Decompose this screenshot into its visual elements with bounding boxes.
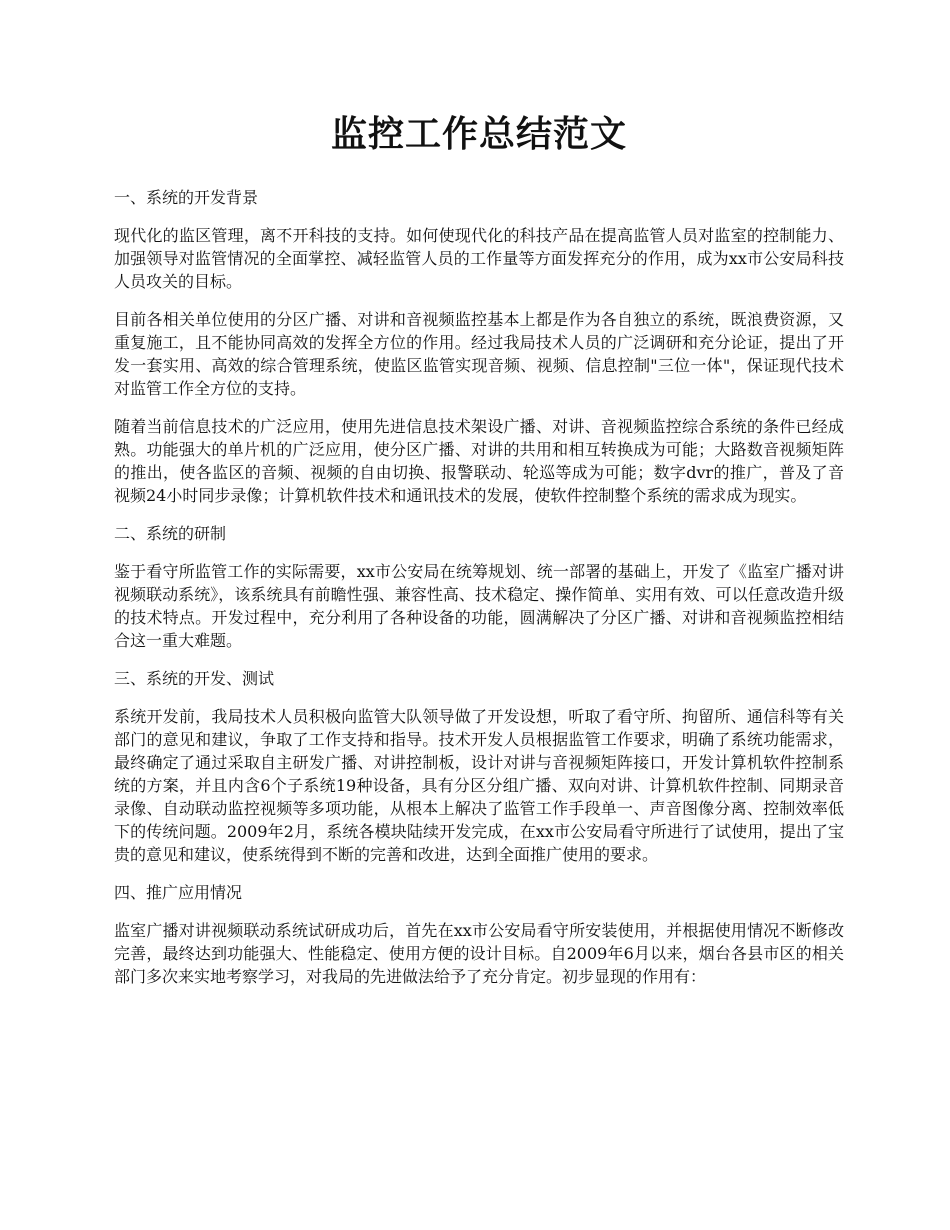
section-heading: 一、系统的开发背景 <box>114 188 259 207</box>
paragraph: 现代化的监区管理，离不开科技的支持。如何使现代化的科技产品在提高监管人员对监室的控制能力、加强领导对监管情况的全面掌控、减轻监管人员的工作量等方面发挥充分的作用，成为xx市公安局科技人员攻关的目标。 <box>114 226 844 291</box>
paragraph: 目前各相关单位使用的分区广播、对讲和音视频监控基本上都是作为各自独立的系统，既浪费资源，又重复施工，且不能协同高效的发挥全方位的作用。经过我局技术人员的广泛调研和充分论证，提出了开发一套实用、高效的综合管理系统，使监区监管实现音频、视频、信息控制"三位一体"，保证现代技术对监管工作全方位的支持。 <box>114 310 844 398</box>
section-background <box>114 186 844 507</box>
document-title: 监控工作总结范文 <box>330 113 627 155</box>
section-heading: 三、系统的开发、测试 <box>114 669 275 688</box>
section-development <box>114 522 844 652</box>
paragraph: 随着当前信息技术的广泛应用，使用先进信息技术架设广播、对讲、音视频监控综合系统的条件已经成熟。功能强大的单片机的广泛应用，使分区广播、对讲的共用和相互转换成为可能；大路数音视频矩阵的推出，使各监区的音频、视频的自由切换、报警联动、轮巡等成为可能；数字dvr的推广，普及了音视频24小时同步录像；计算机软件技术和通讯技术的发展，使软件控制整个系统的需求成为现实。 <box>114 417 844 505</box>
paragraph: 监室广播对讲视频联动系统试研成功后，首先在xx市公安局看守所安装使用，并根据使用情况不断修改完善，最终达到功能强大、性能稳定、使用方便的设计目标。自2009年6月以来，烟台各县市区的相关部门多次来实地考察学习，对我局的先进做法给予了充分肯定。初步显现的作用有： <box>114 921 844 986</box>
document-page <box>114 108 844 1003</box>
paragraph: 系统开发前，我局技术人员积极向监管大队领导做了开发设想，听取了看守所、拘留所、通信科等有关部门的意见和建议，争取了工作支持和指导。技术开发人员根据监管工作要求，明确了系统功能需求，最终确定了通过采取自主研发广播、对讲控制板，设计对讲与音视频矩阵接口，开发计算机软件控制系统的方案，并且内含6个子系统19种设备，具有分区分组广播、双向对讲、计算机软件控制、同期录音录像、自动联动监控视频等多项功能，从根本上解决了监管工作手段单一、声音图像分离、控制效率低下的传统问题。2009年2月，系统各模块陆续开发完成，在xx市公安局看守所进行了试使用，提出了宝贵的意见和建议，使系统得到不断的完善和改进，达到全面推广使用的要求。 <box>114 707 844 864</box>
paragraph: 鉴于看守所监管工作的实际需要，xx市公安局在统筹规划、统一部署的基础上，开发了《监室广播对讲视频联动系统》，该系统具有前瞻性强、兼容性高、技术稳定、操作简单、实用有效、可以任意改造升级的技术特点。开发过程中，充分利用了各种设备的功能，圆满解决了分区广播、对讲和音视频监控相结合这一重大难题。 <box>114 562 844 650</box>
section-heading: 四、推广应用情况 <box>114 883 243 902</box>
section-testing <box>114 667 844 866</box>
section-heading: 二、系统的研制 <box>114 524 227 543</box>
section-deployment <box>114 881 844 988</box>
